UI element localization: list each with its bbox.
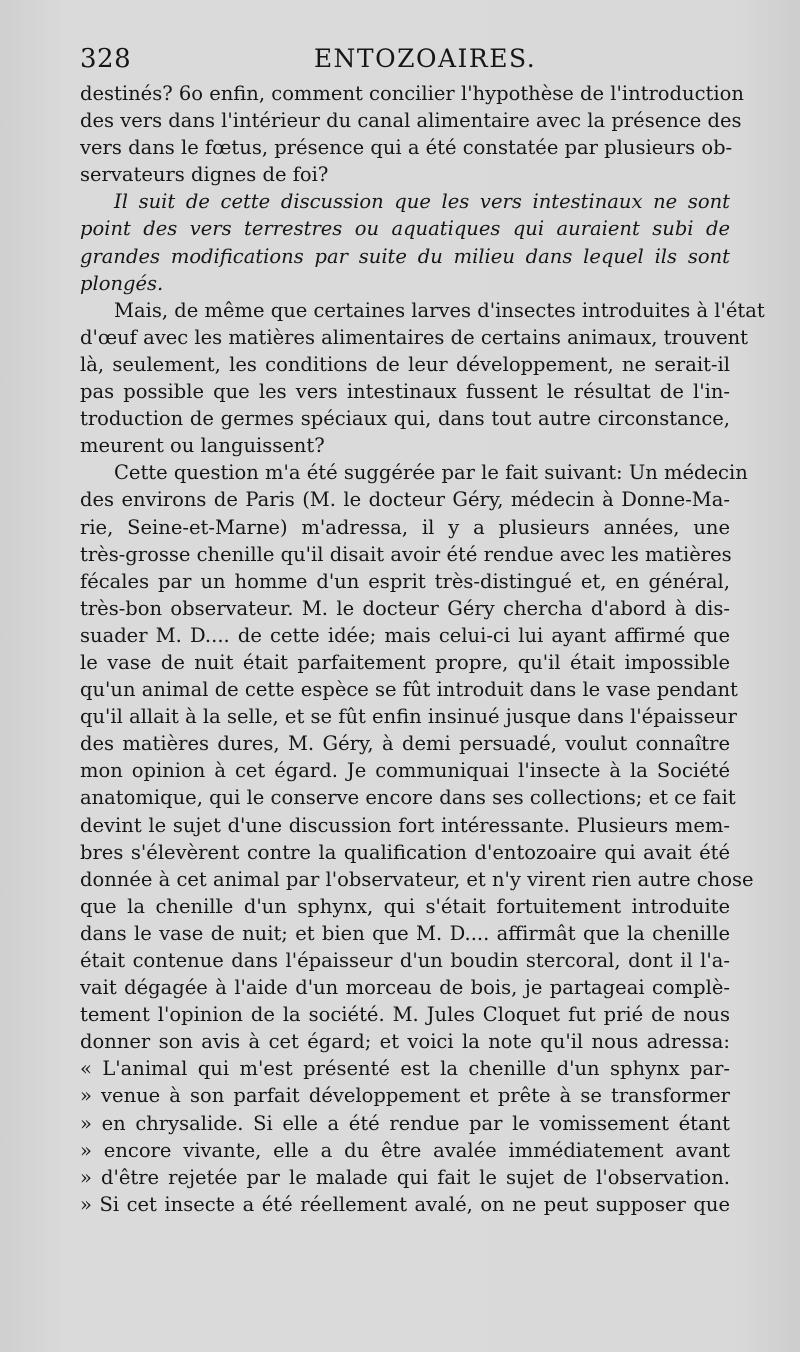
text-line: dans le vase de nuit; et bien que M. D.... affirmât que la chenille [80, 921, 730, 945]
running-title: ENTOZOAIRES. [313, 44, 537, 73]
text-line: suader M. D.... de cette idée; mais celui-ci lui ayant affirmé que [80, 623, 730, 647]
quote-line: » en chrysalide. Si elle a été rendue par le vomissement étant [80, 1111, 730, 1135]
text-line: donnée à cet animal par l'observateur, et n'y virent rien autre chose [80, 867, 754, 891]
text-line: des matières dures, M. Géry, à demi persuadé, voulut connaître [80, 732, 730, 756]
quote-line: « L'animal qui m'est présenté est la chenille d'un sphynx par- [80, 1057, 730, 1081]
text-line: vait dégagée à l'aide d'un morceau de bois, je partageai complè- [80, 976, 730, 1000]
text-line: troduction de germes spéciaux qui, dans tout autre circonstance, [80, 407, 730, 431]
text-line: le vase de nuit était parfaitement propre, qu'il était impossible [80, 650, 730, 674]
text-line-italic: plongés. [80, 271, 164, 295]
text-line-italic: grandes modifications par suite du milieu dans lequel ils sont [80, 244, 730, 268]
text-line-italic: point des vers terrestres ou aquatiques qui auraient subi de [80, 217, 730, 241]
quote-line: » encore vivante, elle a du être avalée immédiatement avant [80, 1138, 730, 1162]
text-line: Mais, de même que certaines larves d'insectes introduites à l'état [114, 298, 765, 322]
text-line: tement l'opinion de la société. M. Jules Cloquet fut prié de nous [80, 1003, 730, 1027]
text-line: rie, Seine-et-Marne) m'adressa, il y a plusieurs années, une [80, 515, 730, 539]
text-line: servateurs dignes de foi? [80, 163, 329, 187]
text-line: vers dans le fœtus, présence qui a été constatée par plusieurs ob- [80, 136, 733, 160]
page-header [80, 44, 730, 84]
text-line: qu'il allait à la selle, et se fût enfin insinué jusque dans l'épaisseur [80, 705, 737, 729]
page-number: 328 [80, 44, 132, 74]
text-line: donner son avis à cet égard; et voici la note qu'il nous adressa: [80, 1030, 730, 1054]
text-line: devint le sujet d'une discussion fort intéressante. Plusieurs mem- [80, 813, 730, 837]
text-line: mon opinion à cet égard. Je communiquai l'insecte à la Société [80, 759, 730, 783]
text-line: meurent ou languissent? [80, 434, 325, 458]
text-line: pas possible que les vers intestinaux fussent le résultat de l'in- [80, 380, 730, 404]
text-line: Cette question m'a été suggérée par le fait suivant: Un médecin [114, 461, 748, 485]
quote-line: » venue à son parfait développement et prête à se transformer [80, 1084, 730, 1108]
text-line: là, seulement, les conditions de leur développement, ne serait-il [80, 352, 730, 376]
text-line: anatomique, qui le conserve encore dans ses collections; et ce fait [80, 786, 736, 810]
text-line: destinés? 6o enfin, comment concilier l'hypothèse de l'introduction [80, 82, 744, 105]
text-line: très-bon observateur. M. le docteur Géry chercha d'abord à dis- [80, 596, 730, 620]
quote-line: » Si cet insecte a été réellement avalé, on ne peut supposer que [80, 1192, 730, 1216]
text-line: que la chenille d'un sphynx, qui s'était fortuitement introduite [80, 894, 730, 918]
text-line: d'œuf avec les matières alimentaires de certains animaux, trouvent [80, 325, 748, 349]
text-line: fécales par un homme d'un esprit très-distingué et, en général, [80, 569, 730, 593]
text-line: des vers dans l'intérieur du canal alimentaire avec la présence des [80, 109, 742, 133]
text-line-italic: Il suit de cette discussion que les vers intestinaux ne sont [114, 190, 730, 214]
quote-line: » d'être rejetée par le malade qui fait le sujet de l'observation. [80, 1165, 730, 1189]
text-line: des environs de Paris (M. le docteur Géry, médecin à Donne-Ma- [80, 488, 730, 512]
text-line: qu'un animal de cette espèce se fût introduit dans le vase pendant [80, 678, 738, 702]
text-line: bres s'élevèrent contre la qualification d'entozoaire qui avait été [80, 840, 730, 864]
text-line: était contenue dans l'épaisseur d'un boudin stercoral, dont il l'a- [80, 949, 730, 972]
text-line: très-grosse chenille qu'il disait avoir été rendue avec les matières [80, 542, 732, 566]
body-text [80, 80, 765, 1218]
